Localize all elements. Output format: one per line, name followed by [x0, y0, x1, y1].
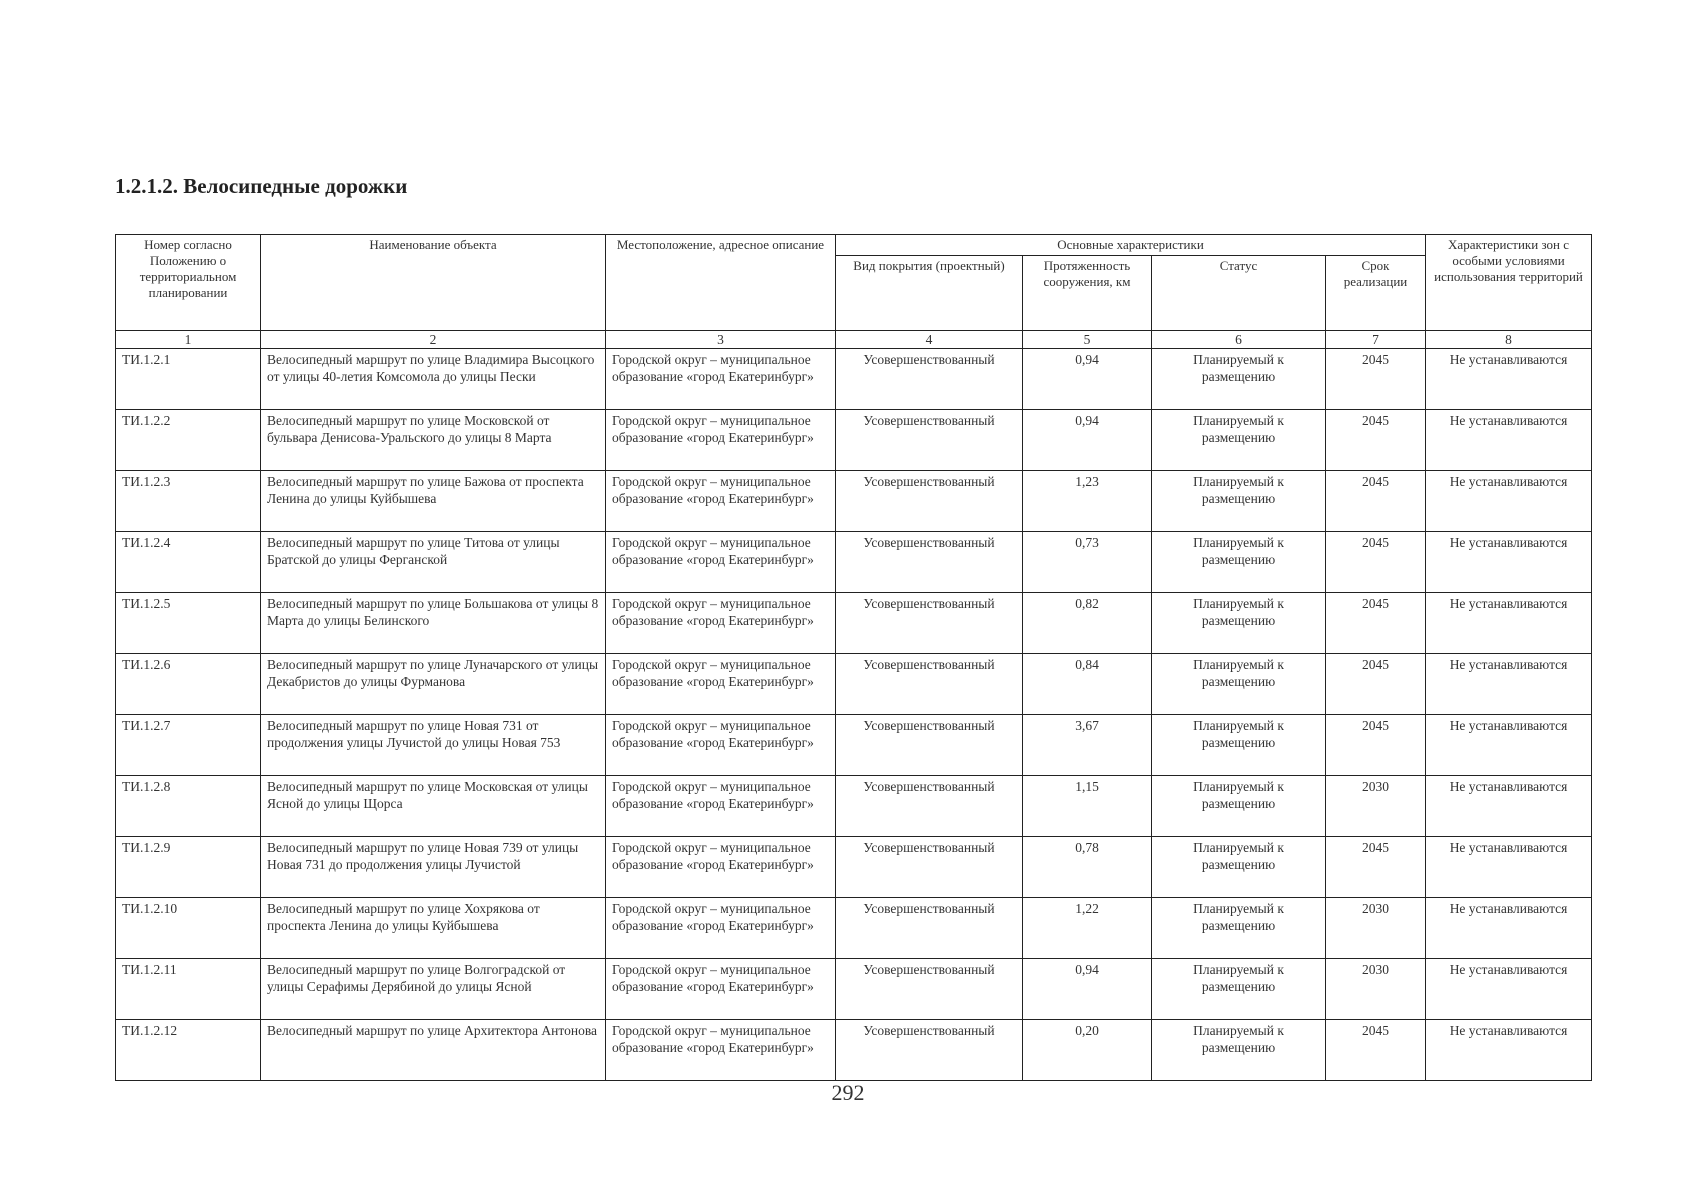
- row-status: Планируемый к размещению: [1152, 776, 1326, 837]
- row-name: Велосипедный маршрут по улице Волгоградской от улицы Серафимы Дерябиной до улицы Ясной: [261, 959, 606, 1020]
- table-row: [116, 654, 1592, 715]
- column-number: 3: [606, 331, 836, 349]
- row-term: 2045: [1326, 532, 1426, 593]
- header-number: Номер согласно Положению о территориальном планировании: [116, 235, 261, 331]
- row-term: 2030: [1326, 776, 1426, 837]
- column-number: 8: [1426, 331, 1592, 349]
- row-id: ТИ.1.2.7: [116, 715, 261, 776]
- row-zones: Не устанавливаются: [1426, 410, 1592, 471]
- row-location: Городской округ – муниципальное образование «город Екатеринбург»: [606, 837, 836, 898]
- table-row: [116, 715, 1592, 776]
- row-name: Велосипедный маршрут по улице Московской от бульвара Денисова-Уральского до улицы 8 Марта: [261, 410, 606, 471]
- table-row: [116, 837, 1592, 898]
- row-length: 0,78: [1023, 837, 1152, 898]
- row-term: 2030: [1326, 959, 1426, 1020]
- table-row: [116, 532, 1592, 593]
- row-status: Планируемый к размещению: [1152, 593, 1326, 654]
- row-surface: Усовершенствованный: [836, 349, 1023, 410]
- row-term: 2045: [1326, 593, 1426, 654]
- row-length: 0,94: [1023, 410, 1152, 471]
- row-term: 2045: [1326, 410, 1426, 471]
- header-main-characteristics: Основные характеристики: [836, 235, 1426, 256]
- row-status: Планируемый к размещению: [1152, 898, 1326, 959]
- row-status: Планируемый к размещению: [1152, 349, 1326, 410]
- table-row: [116, 349, 1592, 410]
- table-row: [116, 959, 1592, 1020]
- column-number: 6: [1152, 331, 1326, 349]
- column-number: 7: [1326, 331, 1426, 349]
- row-length: 0,73: [1023, 532, 1152, 593]
- row-surface: Усовершенствованный: [836, 593, 1023, 654]
- row-name: Велосипедный маршрут по улице Владимира Высоцкого от улицы 40-летия Комсомола до улицы Пески: [261, 349, 606, 410]
- header-status: Статус: [1152, 256, 1326, 331]
- page-number: 292: [831, 1080, 865, 1105]
- column-number: 2: [261, 331, 606, 349]
- row-id: ТИ.1.2.10: [116, 898, 261, 959]
- row-name: Велосипедный маршрут по улице Большакова от улицы 8 Марта до улицы Белинского: [261, 593, 606, 654]
- row-surface: Усовершенствованный: [836, 837, 1023, 898]
- row-id: ТИ.1.2.5: [116, 593, 261, 654]
- row-zones: Не устанавливаются: [1426, 654, 1592, 715]
- row-location: Городской округ – муниципальное образование «город Екатеринбург»: [606, 715, 836, 776]
- row-location: Городской округ – муниципальное образование «город Екатеринбург»: [606, 532, 836, 593]
- row-status: Планируемый к размещению: [1152, 654, 1326, 715]
- table-row: [116, 898, 1592, 959]
- row-zones: Не устанавливаются: [1426, 959, 1592, 1020]
- row-length: 0,94: [1023, 349, 1152, 410]
- row-id: ТИ.1.2.6: [116, 654, 261, 715]
- row-zones: Не устанавливаются: [1426, 532, 1592, 593]
- header-zones: Характеристики зон с особыми условиями использования территорий: [1426, 235, 1592, 331]
- row-surface: Усовершенствованный: [836, 898, 1023, 959]
- row-term: 2045: [1326, 1020, 1426, 1081]
- row-location: Городской округ – муниципальное образование «город Екатеринбург»: [606, 959, 836, 1020]
- row-term: 2045: [1326, 837, 1426, 898]
- column-number: 1: [116, 331, 261, 349]
- row-status: Планируемый к размещению: [1152, 1020, 1326, 1081]
- row-surface: Усовершенствованный: [836, 410, 1023, 471]
- row-length: 1,15: [1023, 776, 1152, 837]
- row-name: Велосипедный маршрут по улице Бажова от проспекта Ленина до улицы Куйбышева: [261, 471, 606, 532]
- row-location: Городской округ – муниципальное образование «город Екатеринбург»: [606, 1020, 836, 1081]
- row-id: ТИ.1.2.4: [116, 532, 261, 593]
- header-term: Срок реализации: [1326, 256, 1426, 331]
- row-status: Планируемый к размещению: [1152, 532, 1326, 593]
- row-name: Велосипедный маршрут по улице Хохрякова от проспекта Ленина до улицы Куйбышева: [261, 898, 606, 959]
- row-location: Городской округ – муниципальное образование «город Екатеринбург»: [606, 593, 836, 654]
- row-location: Городской округ – муниципальное образование «город Екатеринбург»: [606, 471, 836, 532]
- row-id: ТИ.1.2.1: [116, 349, 261, 410]
- row-location: Городской округ – муниципальное образование «город Екатеринбург»: [606, 898, 836, 959]
- row-surface: Усовершенствованный: [836, 776, 1023, 837]
- bike-paths-table: [115, 234, 1592, 1081]
- row-term: 2045: [1326, 715, 1426, 776]
- section-title: 1.2.1.2. Велосипедные дорожки: [115, 174, 408, 198]
- row-zones: Не устанавливаются: [1426, 593, 1592, 654]
- row-length: 0,82: [1023, 593, 1152, 654]
- row-status: Планируемый к размещению: [1152, 471, 1326, 532]
- row-term: 2030: [1326, 898, 1426, 959]
- row-location: Городской округ – муниципальное образование «город Екатеринбург»: [606, 349, 836, 410]
- row-length: 1,22: [1023, 898, 1152, 959]
- row-length: 0,84: [1023, 654, 1152, 715]
- header-surface: Вид покрытия (проектный): [836, 256, 1023, 331]
- header-row-1: [116, 235, 1592, 256]
- row-name: Велосипедный маршрут по улице Московская от улицы Ясной до улицы Щорса: [261, 776, 606, 837]
- row-status: Планируемый к размещению: [1152, 837, 1326, 898]
- row-name: Велосипедный маршрут по улице Луначарского от улицы Декабристов до улицы Фурманова: [261, 654, 606, 715]
- row-zones: Не устанавливаются: [1426, 1020, 1592, 1081]
- row-term: 2045: [1326, 471, 1426, 532]
- header-length: Протяженность сооружения, км: [1023, 256, 1152, 331]
- row-term: 2045: [1326, 349, 1426, 410]
- row-name: Велосипедный маршрут по улице Архитектора Антонова: [261, 1020, 606, 1081]
- row-zones: Не устанавливаются: [1426, 715, 1592, 776]
- row-zones: Не устанавливаются: [1426, 837, 1592, 898]
- row-id: ТИ.1.2.12: [116, 1020, 261, 1081]
- row-surface: Усовершенствованный: [836, 654, 1023, 715]
- table-row: [116, 1020, 1592, 1081]
- row-zones: Не устанавливаются: [1426, 471, 1592, 532]
- row-status: Планируемый к размещению: [1152, 959, 1326, 1020]
- row-zones: Не устанавливаются: [1426, 776, 1592, 837]
- header-location: Местоположение, адресное описание: [606, 235, 836, 331]
- row-status: Планируемый к размещению: [1152, 715, 1326, 776]
- row-surface: Усовершенствованный: [836, 471, 1023, 532]
- row-name: Велосипедный маршрут по улице Новая 739 от улицы Новая 731 до продолжения улицы Лучистой: [261, 837, 606, 898]
- row-zones: Не устанавливаются: [1426, 898, 1592, 959]
- table-row: [116, 471, 1592, 532]
- table-row: [116, 776, 1592, 837]
- row-name: Велосипедный маршрут по улице Новая 731 от продолжения улицы Лучистой до улицы Новая 753: [261, 715, 606, 776]
- row-id: ТИ.1.2.11: [116, 959, 261, 1020]
- row-length: 1,23: [1023, 471, 1152, 532]
- row-status: Планируемый к размещению: [1152, 410, 1326, 471]
- row-surface: Усовершенствованный: [836, 715, 1023, 776]
- row-zones: Не устанавливаются: [1426, 349, 1592, 410]
- row-length: 0,94: [1023, 959, 1152, 1020]
- row-length: 3,67: [1023, 715, 1152, 776]
- row-term: 2045: [1326, 654, 1426, 715]
- row-surface: Усовершенствованный: [836, 959, 1023, 1020]
- row-id: ТИ.1.2.2: [116, 410, 261, 471]
- row-id: ТИ.1.2.3: [116, 471, 261, 532]
- row-location: Городской округ – муниципальное образование «город Екатеринбург»: [606, 654, 836, 715]
- row-id: ТИ.1.2.9: [116, 837, 261, 898]
- row-location: Городской округ – муниципальное образование «город Екатеринбург»: [606, 410, 836, 471]
- row-id: ТИ.1.2.8: [116, 776, 261, 837]
- header-name: Наименование объекта: [261, 235, 606, 331]
- row-length: 0,20: [1023, 1020, 1152, 1081]
- table-row: [116, 593, 1592, 654]
- row-surface: Усовершенствованный: [836, 532, 1023, 593]
- table-row: [116, 410, 1592, 471]
- row-location: Городской округ – муниципальное образование «город Екатеринбург»: [606, 776, 836, 837]
- column-number: 5: [1023, 331, 1152, 349]
- column-number: 4: [836, 331, 1023, 349]
- row-surface: Усовершенствованный: [836, 1020, 1023, 1081]
- row-name: Велосипедный маршрут по улице Титова от улицы Братской до улицы Ферганской: [261, 532, 606, 593]
- column-number-row: [116, 331, 1592, 349]
